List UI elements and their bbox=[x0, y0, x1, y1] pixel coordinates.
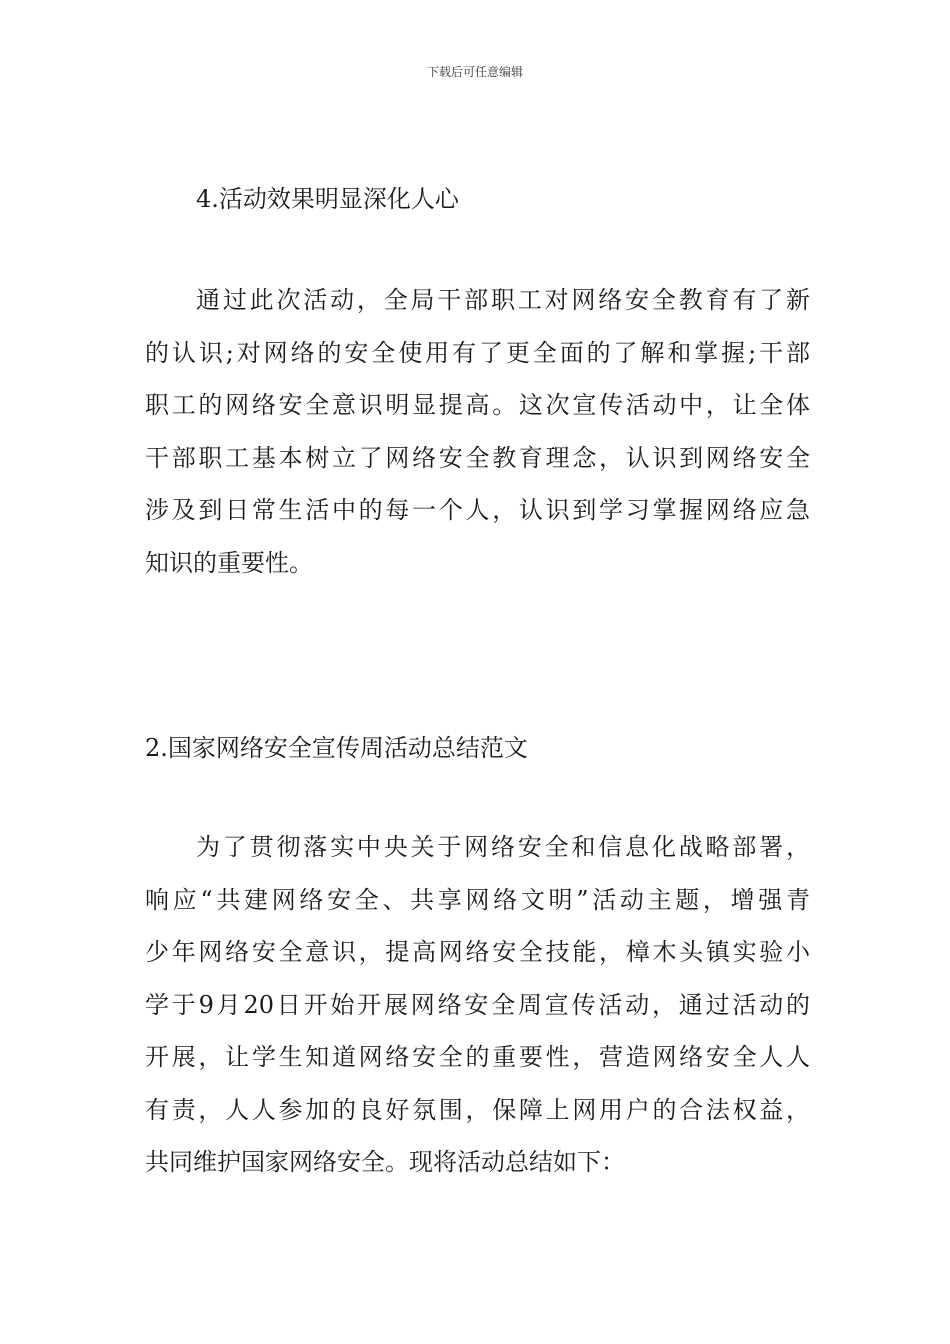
section-heading-activity-effect: 4.活动效果明显深化人心 bbox=[196, 185, 459, 213]
section-heading-summary-title: 2.国家网络安全宣传周活动总结范文 bbox=[145, 734, 528, 762]
paragraph-line: 开展，让学生知道网络安全的重要性，营造网络安全人人 bbox=[145, 1043, 810, 1071]
paragraph-line: 学于9月20日开始开展网络安全周宣传活动，通过活动的 bbox=[145, 990, 810, 1019]
paragraph-line: 共同维护国家网络安全。现将活动总结如下： bbox=[145, 1148, 625, 1176]
paragraph-summary-intro bbox=[145, 821, 810, 1189]
page-header: 下载后可任意编辑 bbox=[426, 65, 523, 79]
paragraph-line: 干部职工基本树立了网络安全教育理念，认识到网络安全 bbox=[145, 443, 810, 472]
paragraph-line: 少年网络安全意识，提高网络安全技能，樟木头镇实验小 bbox=[145, 938, 810, 966]
paragraph-line: 的认识;对网络的安全使用有了更全面的了解和掌握;干部 bbox=[145, 338, 810, 367]
paragraph-line: 知识的重要性。 bbox=[145, 548, 313, 577]
paragraph-line: 职工的网络安全意识明显提高。这次宣传活动中，让全体 bbox=[145, 391, 810, 419]
paragraph-line: 有责，人人参加的良好氛围，保障上网用户的合法权益， bbox=[145, 1095, 810, 1124]
paragraph-line: 为了贯彻落实中央关于网络安全和信息化战略部署， bbox=[196, 833, 810, 861]
paragraph-line: 通过此次活动，全局干部职工对网络安全教育有了新 bbox=[196, 286, 810, 314]
paragraph-activity-effect bbox=[145, 274, 810, 589]
paragraph-line: 涉及到日常生活中的每一个人，认识到学习掌握网络应急 bbox=[145, 496, 810, 524]
paragraph-line: 响应“共建网络安全、共享网络文明”活动主题，增强青 bbox=[145, 885, 810, 914]
